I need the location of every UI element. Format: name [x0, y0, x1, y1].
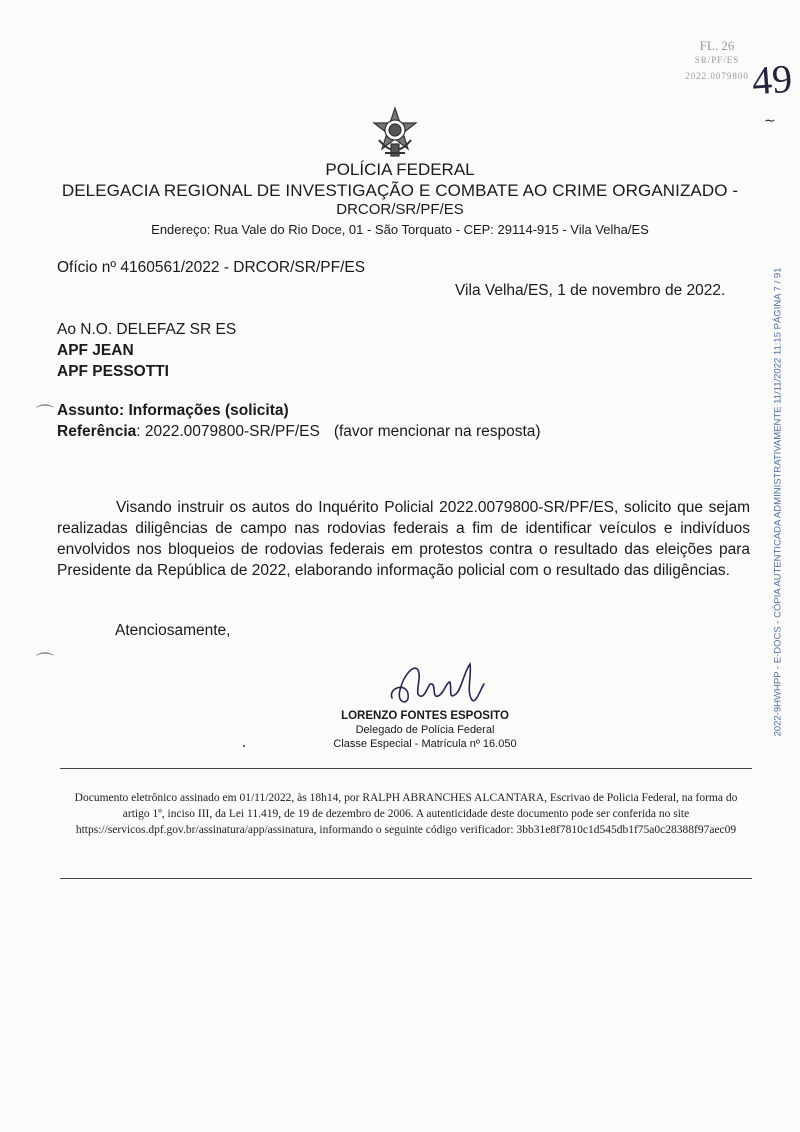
- signatory-name: LORENZO FONTES ESPOSITO: [341, 710, 509, 722]
- signatory-class: Classe Especial - Matrícula nº 16.050: [333, 738, 517, 750]
- handwritten-mark: ⌒: [36, 652, 54, 672]
- reference-label: Referência: [57, 423, 137, 440]
- document-date: Vila Velha/ES, 1 de novembro de 2022.: [455, 282, 726, 299]
- signatory-role: Delegado de Polícia Federal: [355, 724, 495, 736]
- unit-code: DRCOR/SR/PF/ES: [336, 201, 464, 218]
- reference-line: [57, 423, 541, 441]
- closing: Atenciosamente,: [115, 622, 231, 639]
- stamp-unit: SR/PF/ES: [694, 55, 740, 65]
- unit-line: DELEGACIA REGIONAL DE INVESTIGAÇÃO E COMBATE AO CRIME ORGANIZADO -: [61, 181, 739, 200]
- subject-line: Assunto: Informações (solicita): [57, 402, 289, 419]
- electronic-signature-note: Documento eletrônico assinado em 01/11/2022, às 18h14, por RALPH ABRANCHES ALCANTARA, Escrivao de Policia Federal, na forma do artigo 1º, inciso III, da Lei 11.419, de 19 de dezembro de 2006. A autenticidade deste documento pode ser conferida no site https://servicos.dpf.gov.br/assinatura/app/assinatura, informando o seguinte código verificador: 3bb31e8f7810c1d545db1f75a0c28388f97aec09: [74, 792, 738, 836]
- handwritten-mark: ⌒: [36, 404, 54, 424]
- reference-note: (favor mencionar na resposta): [333, 423, 541, 440]
- stamp-fl: FL. 26: [699, 38, 735, 53]
- folio-number: 49: [750, 55, 794, 104]
- stamp-number: 2022.0079800: [685, 71, 749, 81]
- signature-image: [384, 660, 504, 710]
- oficio-number: Ofício nº 4160561/2022 - DRCOR/SR/PF/ES: [57, 259, 366, 276]
- addressee-line-1: Ao N.O. DELEFAZ SR ES: [57, 321, 237, 338]
- side-note-text: 2022-9HWHPP - E-DOCS - CÓPIA AUTENTICADA ADMINISTRATIVAMENTE 11/11/2022 11:15 PÁGINA 7 / 91: [772, 267, 784, 737]
- agency-name: POLÍCIA FEDERAL: [325, 160, 475, 179]
- stray-dot: [243, 745, 245, 747]
- body-paragraph: Visando instruir os autos do Inquérito Policial 2022.0079800-SR/PF/ES, solicito que sejam realizadas diligências de campo nas rodovias federais a fim de identificar veículos e indivíduos envolvidos nos bloqueios de rodovias federais em protestos contra o resultado das eleições para Presidente da República de 2022, elaborando informação policial com o resultado das diligências.: [57, 499, 750, 579]
- footer-rule-top: [60, 768, 752, 769]
- agency-address: Endereço: Rua Vale do Rio Doce, 01 - São Torquato - CEP: 29114-915 - Vila Velha/ES: [151, 222, 649, 237]
- footer-rule-bottom: [60, 878, 752, 879]
- handwritten-mark: ∼: [764, 112, 776, 128]
- coat-of-arms-icon: [369, 106, 421, 158]
- addressee-line-3: APF PESSOTTI: [57, 363, 169, 380]
- addressee-line-2: APF JEAN: [57, 342, 134, 359]
- reference-value: : 2022.0079800-SR/PF/ES: [136, 423, 320, 440]
